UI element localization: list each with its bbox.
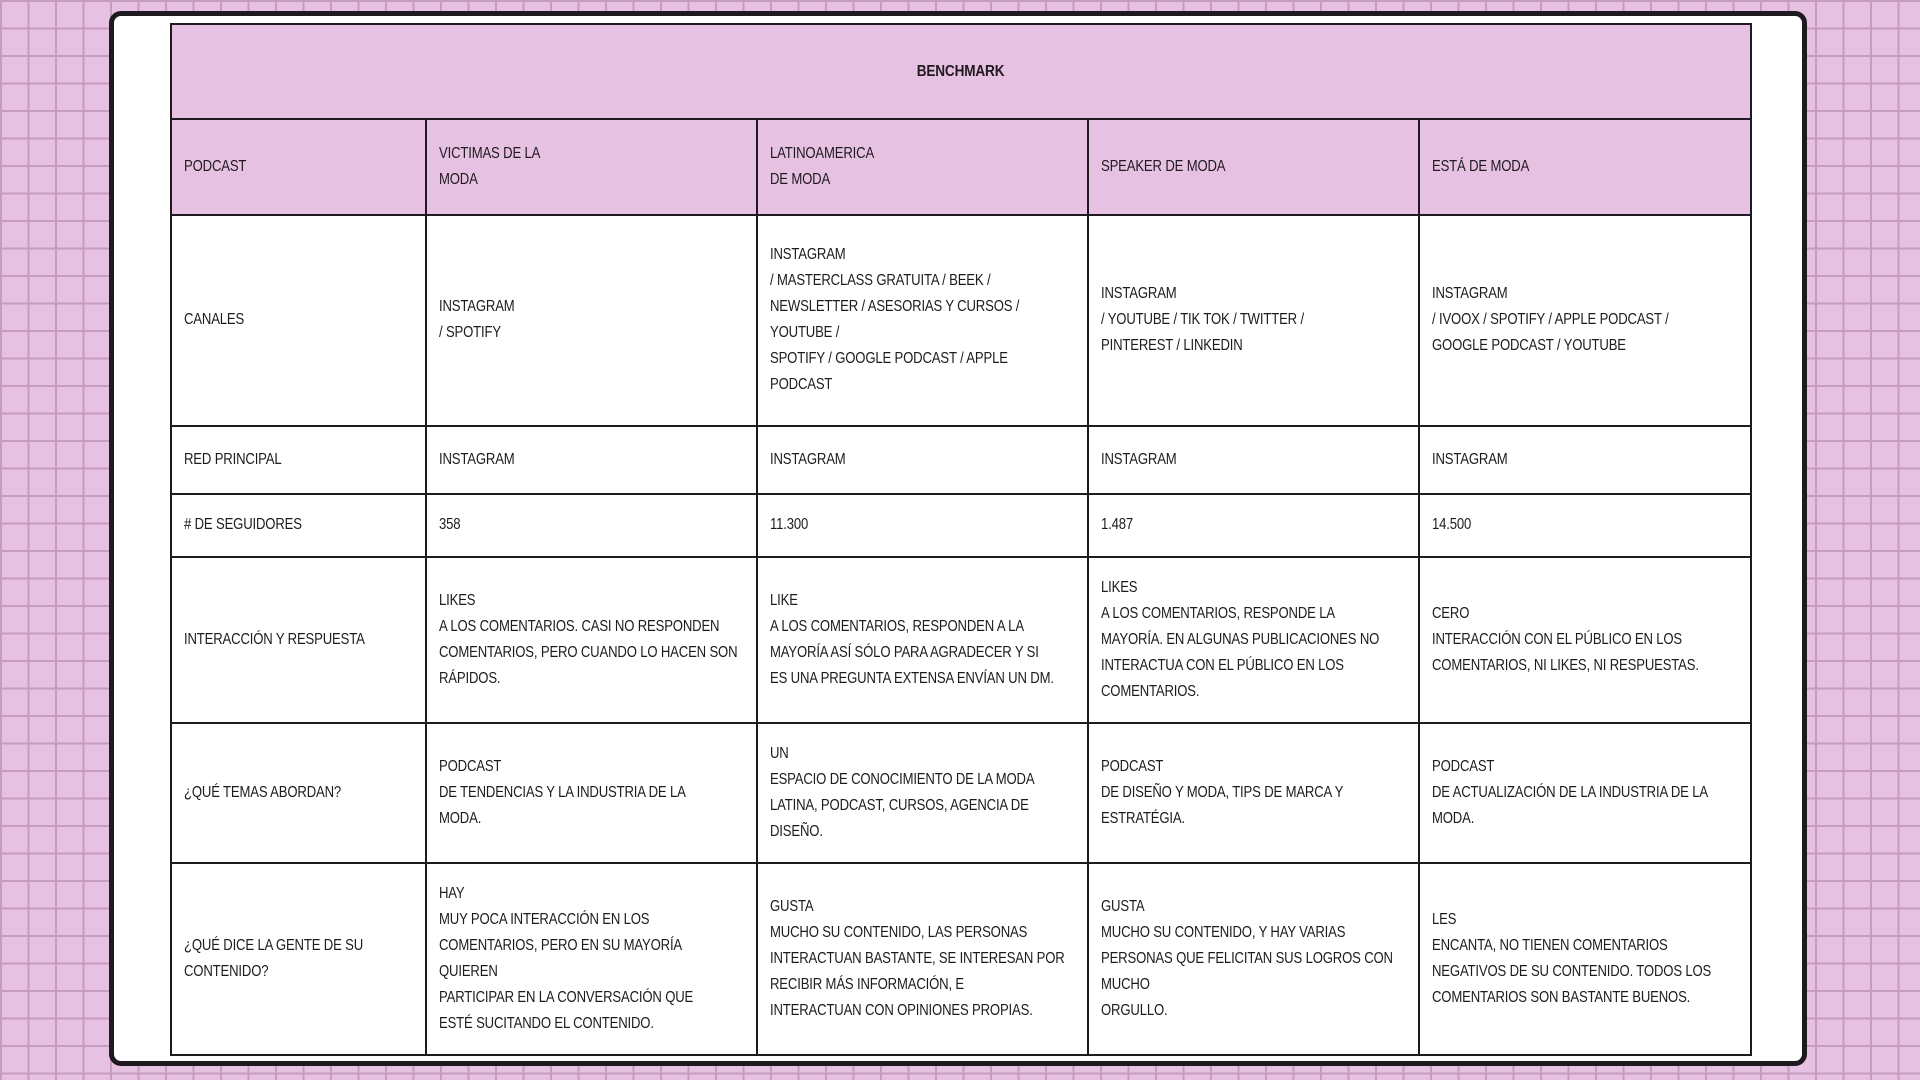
table-row: [171, 426, 1751, 494]
header-podcast-3: SPEAKER DE MODA: [1088, 119, 1419, 214]
table-cell: 358: [426, 494, 757, 556]
table-row: [171, 557, 1751, 723]
table-cell: UN ESPACIO DE CONOCIMIENTO DE LA MODA LATINA, PODCAST, CURSOS, AGENCIA DE DISEÑO.: [757, 723, 1088, 863]
table-row: [171, 215, 1751, 427]
table-title: BENCHMARK: [171, 24, 1751, 119]
table-cell: GUSTA MUCHO SU CONTENIDO, LAS PERSONAS INTERACTUAN BASTANTE, SE INTERESAN POR RECIBIR MÁS INFORMACIÓN, E INTERACTUAN CON OPINIONES PROPIAS.: [757, 863, 1088, 1055]
row-label: INTERACCIÓN Y RESPUESTA: [171, 557, 426, 723]
table-cell: INSTAGRAM: [426, 426, 757, 494]
header-label: PODCAST: [171, 119, 426, 214]
table-cell: INSTAGRAM: [1419, 426, 1751, 494]
table-row: [171, 723, 1751, 863]
benchmark-table: [170, 23, 1752, 1056]
table-cell: INSTAGRAM: [1088, 426, 1419, 494]
table-cell: 14.500: [1419, 494, 1751, 556]
table-cell: LES ENCANTA, NO TIENEN COMENTARIOS NEGATIVOS DE SU CONTENIDO. TODOS LOS COMENTARIOS SON BASTANTE BUENOS.: [1419, 863, 1751, 1055]
row-label: RED PRINCIPAL: [171, 426, 426, 494]
table-cell: CERO INTERACCIÓN CON EL PÚBLICO EN LOS COMENTARIOS, NI LIKES, NI RESPUESTAS.: [1419, 557, 1751, 723]
header-podcast-4: ESTÁ DE MODA: [1419, 119, 1751, 214]
table-cell: LIKES A LOS COMENTARIOS, RESPONDE LA MAYORÍA. EN ALGUNAS PUBLICACIONES NO INTERACTUA CON EL PÚBLICO EN LOS COMENTARIOS.: [1088, 557, 1419, 723]
table-cell: GUSTA MUCHO SU CONTENIDO, Y HAY VARIAS PERSONAS QUE FELICITAN SUS LOGROS CON MUCHO ORGULLO.: [1088, 863, 1419, 1055]
title-row: [171, 24, 1751, 119]
table-cell: INSTAGRAM / MASTERCLASS GRATUITA / BEEK / NEWSLETTER / ASESORIAS Y CURSOS / YOUTUBE / SPOTIFY / GOOGLE PODCAST / APPLE PODCAST: [757, 215, 1088, 427]
table-cell: 1.487: [1088, 494, 1419, 556]
header-podcast-2: LATINOAMERICA DE MODA: [757, 119, 1088, 214]
table-row: [171, 863, 1751, 1055]
row-label: CANALES: [171, 215, 426, 427]
row-label: ¿QUÉ DICE LA GENTE DE SU CONTENIDO?: [171, 863, 426, 1055]
table-cell: PODCAST DE TENDENCIAS Y LA INDUSTRIA DE LA MODA.: [426, 723, 757, 863]
table-cell: INSTAGRAM / YOUTUBE / TIK TOK / TWITTER / PINTEREST / LINKEDIN: [1088, 215, 1419, 427]
table-cell: PODCAST DE ACTUALIZACIÓN DE LA INDUSTRIA DE LA MODA.: [1419, 723, 1751, 863]
table-cell: PODCAST DE DISEÑO Y MODA, TIPS DE MARCA Y ESTRATÉGIA.: [1088, 723, 1419, 863]
table-row: [171, 494, 1751, 556]
table-cell: 11.300: [757, 494, 1088, 556]
row-label: ¿QUÉ TEMAS ABORDAN?: [171, 723, 426, 863]
header-row: [171, 119, 1751, 214]
table-cell: HAY MUY POCA INTERACCIÓN EN LOS COMENTARIOS, PERO EN SU MAYORÍA QUIEREN PARTICIPAR EN LA CONVERSACIÓN QUE ESTÉ SUCITANDO EL CONTENIDO.: [426, 863, 757, 1055]
table-cell: LIKE A LOS COMENTARIOS, RESPONDEN A LA MAYORÍA ASÍ SÓLO PARA AGRADECER Y SI ES UNA PREGUNTA EXTENSA ENVÍAN UN DM.: [757, 557, 1088, 723]
table-cell: INSTAGRAM / SPOTIFY: [426, 215, 757, 427]
table-cell: LIKES A LOS COMENTARIOS. CASI NO RESPONDEN COMENTARIOS, PERO CUANDO LO HACEN SON RÁPIDOS.: [426, 557, 757, 723]
row-label: # DE SEGUIDORES: [171, 494, 426, 556]
table-cell: INSTAGRAM / IVOOX / SPOTIFY / APPLE PODCAST / GOOGLE PODCAST / YOUTUBE: [1419, 215, 1751, 427]
table-cell: INSTAGRAM: [757, 426, 1088, 494]
header-podcast-1: VICTIMAS DE LA MODA: [426, 119, 757, 214]
